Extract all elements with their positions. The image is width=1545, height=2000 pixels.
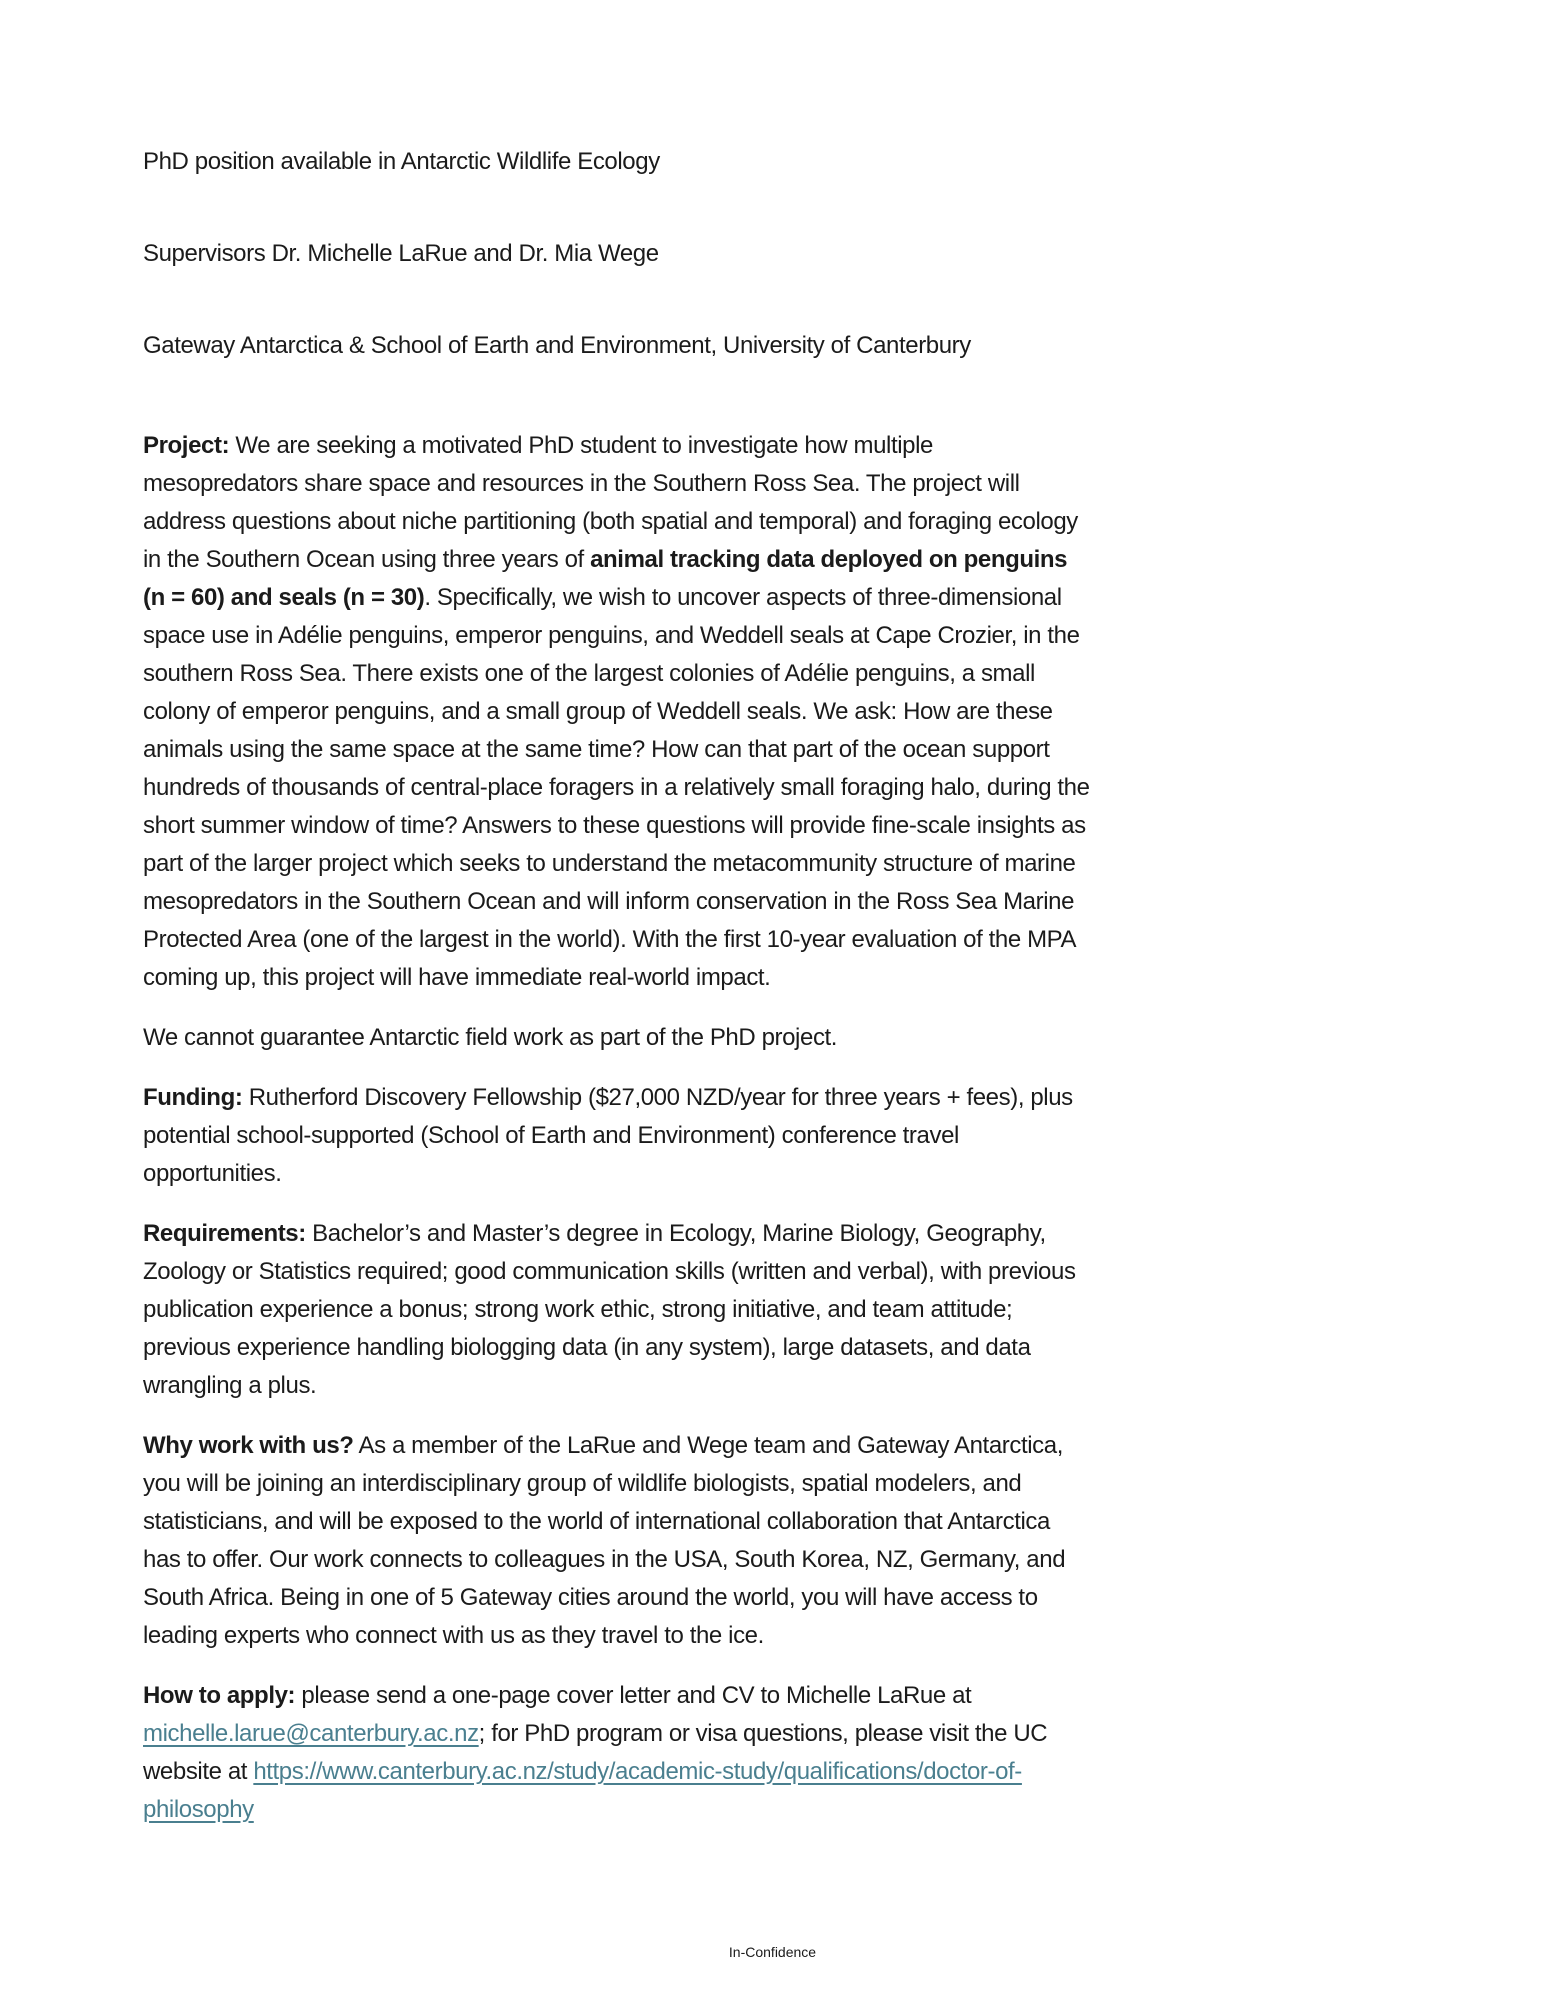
text-run: As a member of the LaRue and Wege team and Gateway Antarctica, you will be joining an interdisciplinary group of wildlife biologists, spatial modelers, and statisticians, and will be exposed to the world of international collaboration that Antarctica has to offer. Our work connects to colleagues in the USA, South Korea, NZ, Germany, and South Africa. Being in one of 5 Gateway cities around the world, you will have access to leading experts who connect with us as they travel to the ice. bbox=[143, 1432, 1066, 1649]
phd-program-link[interactable]: https://www.canterbury.ac.nz/study/academic-study/qualifications/doctor-of-philosophy bbox=[143, 1758, 1022, 1823]
text-run: Rutherford Discovery Fellowship ($27,000 NZD/year for three years + fees), plus potential school-supported (School of Earth and Environment) conference travel opportunities. bbox=[143, 1084, 1073, 1187]
text-run: please send a one-page cover letter and CV to Michelle LaRue at bbox=[295, 1682, 972, 1709]
para-why-work-with-us bbox=[143, 1427, 1093, 1655]
para-requirements bbox=[143, 1215, 1093, 1405]
para-supervisors bbox=[143, 235, 1093, 273]
para-project bbox=[143, 427, 1093, 997]
bold-text-run: Project: bbox=[143, 432, 230, 459]
bold-text-run: animal tracking data deployed on penguins (n = 60) and seals (n = 30) bbox=[143, 546, 1068, 611]
bold-text-run: Funding: bbox=[143, 1084, 243, 1111]
para-fieldwork-note bbox=[143, 1019, 1093, 1057]
para-funding bbox=[143, 1079, 1093, 1193]
bold-text-run: Why work with us? bbox=[143, 1432, 354, 1459]
text-run: ; for PhD program or visa questions, please visit the UC website at bbox=[143, 1720, 1048, 1785]
para-affiliation bbox=[143, 327, 1093, 365]
email-link[interactable]: michelle.larue@canterbury.ac.nz bbox=[143, 1720, 479, 1747]
para-title bbox=[143, 143, 1093, 181]
text-run: We are seeking a motivated PhD student to investigate how multiple mesopredators share space and resources in the Southern Ross Sea. The project will address questions about niche partitioning (both spatial and temporal) and foraging ecology in the Southern Ocean using three years of bbox=[143, 432, 1078, 573]
text-run: Bachelor’s and Master’s degree in Ecology, Marine Biology, Geography, Zoology or Statistics required; good communication skills (written and verbal), with previous publication experience a bonus; strong work ethic, strong initiative, and team attitude; previous experience handling biologging data (in any system), large datasets, and data wrangling a plus. bbox=[143, 1220, 1076, 1399]
text-run: Gateway Antarctica & School of Earth and Environment, University of Canterbury bbox=[143, 332, 971, 359]
bold-text-run: Requirements: bbox=[143, 1220, 306, 1247]
text-run: . Specifically, we wish to uncover aspects of three-dimensional space use in Adélie penguins, emperor penguins, and Weddell seals at Cape Crozier, in the southern Ross Sea. There exists one of the largest colonies of Adélie penguins, a small colony of emperor penguins, and a small group of Weddell seals. We ask: How are these animals using the same space at the same time? How can that part of the ocean support hundreds of thousands of central-place foragers in a relatively small foraging halo, during the short summer window of time? Answers to these questions will provide fine-scale insights as part of the larger project which seeks to understand the metacommunity structure of marine mesopredators in the Southern Ocean and will inform conservation in the Ross Sea Marine Protected Area (one of the largest in the world). With the first 10-year evaluation of the MPA coming up, this project will have immediate real-world impact. bbox=[143, 584, 1090, 991]
footer-classification-label: In-Confidence bbox=[728, 1944, 817, 1960]
document-body bbox=[143, 143, 1093, 1851]
para-how-to-apply bbox=[143, 1677, 1093, 1829]
text-run: Supervisors Dr. Michelle LaRue and Dr. Mia Wege bbox=[143, 240, 659, 267]
text-run: We cannot guarantee Antarctic field work as part of the PhD project. bbox=[143, 1024, 838, 1051]
bold-text-run: How to apply: bbox=[143, 1682, 296, 1709]
text-run: PhD position available in Antarctic Wildlife Ecology bbox=[143, 148, 660, 175]
